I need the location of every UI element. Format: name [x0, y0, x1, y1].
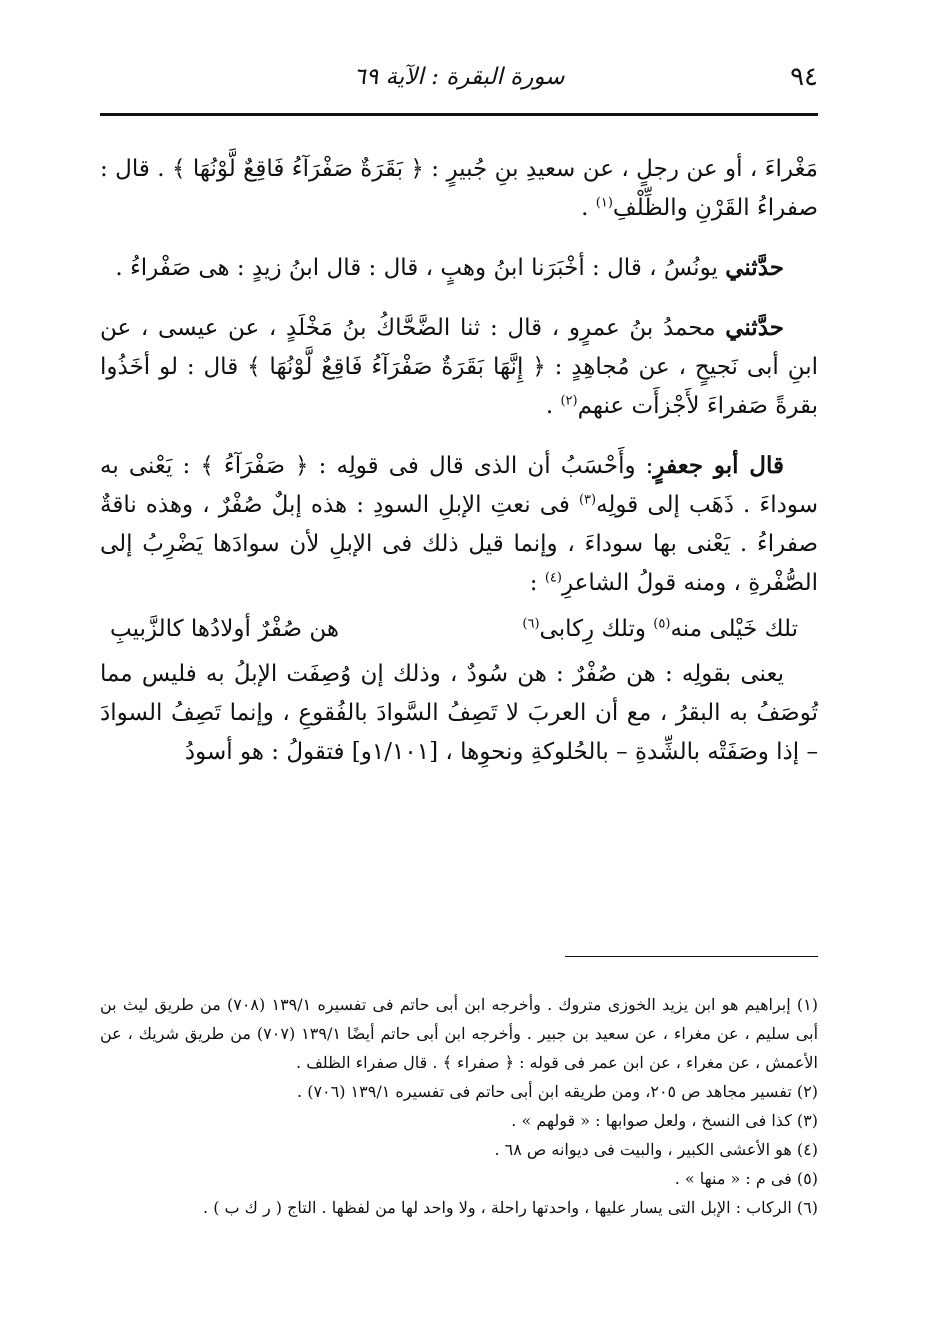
paragraph-3 — [100, 308, 818, 426]
paragraph-2-text: يونُسُ ، قال : أخْبَرَنا ابنُ وهبٍ ، قال : قال ابنُ زيدٍ : هى صَفْراءُ . — [115, 255, 726, 281]
footnote-ref-2: (٢) — [560, 393, 578, 409]
running-title: سورة البقرة : الآية ٦٩ — [353, 64, 565, 90]
footnote-separator — [565, 956, 818, 957]
paragraph-1-text: مَغْراءَ ، أو عن رجلٍ ، عن سعيدِ بنِ جُبيرٍ : ﴿ بَقَرَةٌ صَفْرَآءُ فَاقِعٌ لَّوْنُهَا ﴾ . قال : صفراءُ القَرْنِ والظِّلْفِ — [100, 156, 818, 221]
paragraph-5-text-a: يعنى بقولِه : هن صُفْرٌ : هن سُودٌ ، وذلك إن وُصِفَت الإبلُ به فليس مما تُوصَفُ به البقرُ ، مع أن العربَ لا تَصِفُ السَّوادَ بالفُقوعِ ، وإنما تَصِفُ السوادَ – إذا وصَفَتْه بالشِّدةِ – بالحُلوكةِ ونحوِها ، — [100, 661, 818, 765]
paragraph-1-end: . — [581, 195, 596, 221]
paragraph-gap — [100, 288, 818, 308]
main-text — [100, 150, 818, 772]
paragraph-gap — [100, 228, 818, 248]
poetry-verse — [110, 609, 798, 649]
verse-first-part-a: تلك خَيْلى منه — [670, 616, 798, 642]
paragraph-3-text: محمدُ بنُ عمرٍو ، قال : ثنا الضَّحَّاكُ بنُ مَخْلَدٍ ، عن عيسى ، عن ابنِ أبى نَجيحٍ ، عن مُجاهِدٍ : ﴿ إِنَّهَا بَقَرَةٌ صَفْرَآءُ فَاقِعٌ لَّوْنُهَا ﴾ قال : لو أخَذُوا بقرةً صَفراءَ لأَجْزأَت عنهم — [100, 315, 818, 419]
verse-first-part-b: وتلك رِكابى — [539, 616, 654, 642]
paragraph-2-lead: حدَّثني — [725, 254, 784, 281]
paragraph-5-text-b: فتقولُ : هو أسودُ — [184, 739, 352, 765]
paragraph-5 — [100, 655, 818, 772]
footnote-ref-6: (٦) — [522, 616, 540, 632]
paragraph-4-text-a: : وأَحْسَبُ أن الذى قال فى قولِه : ﴿ صَفْرَآءُ ﴾ : يَعْنى به سوداءَ . ذَهَب إلى قولِه — [100, 453, 818, 518]
paragraph-1 — [100, 150, 818, 228]
footnote-6: (٦) الركاب : الإبل التى يسار عليها ، واحدتها راحلة ، ولا واحد لها من لفظها . التاج ( ر ك ب ) . — [203, 1198, 818, 1217]
folio-marker: [١/١٠١و] — [351, 739, 439, 765]
footnotes — [100, 990, 818, 1222]
verse-second-hemistich: هن صُفْرٌ أولادُها كالزَّبيبِ — [110, 616, 340, 642]
paragraph-4-end: : — [529, 570, 545, 596]
footnote-1: (١) إبراهيم هو ابن يزيد الخوزى متروك . وأخرجه ابن أبى حاتم فى تفسيره ١٣٩/١ (٧٠٨) من طريق ليث بن أبى سليم ، عن مغراء ، عن سعيد بن جبير . وأخرجه ابن أبى حاتم أيضًا ١٣٩/١ (٧٠٧) من طريق شريك ، عن الأعمش ، عن مغراء ، عن ابن عمر فى قوله : ﴿ صفراء ﴾ . قال صفراء الظلف . — [100, 995, 819, 1072]
footnote-4: (٤) هو الأعشى الكبير ، والبيت فى ديوانه ص ٦٨ . — [494, 1140, 818, 1159]
verse-first-hemistich — [522, 609, 798, 649]
paragraph-3-lead: حدَّثني — [725, 314, 784, 341]
footnote-2: (٢) تفسير مجاهد ص ٢٠٥، ومن طريقه ابن أبى حاتم فى تفسيره ١٣٩/١ (٧٠٦) . — [297, 1082, 818, 1101]
footnote-ref-1: (١) — [595, 195, 613, 211]
page-number: ٩٤ — [790, 62, 818, 92]
paragraph-4 — [100, 446, 818, 603]
footnote-ref-4: (٤) — [544, 570, 562, 586]
header-rule — [100, 113, 818, 116]
footnote-ref-5: (٥) — [653, 616, 671, 632]
footnote-ref-3: (٣) — [578, 492, 597, 508]
footnote-5: (٥) فى م : « منها » . — [674, 1169, 818, 1188]
paragraph-4-text-b: فى نعتِ الإبلِ السودِ : هذه إبلٌ صُفْرٌ ، وهذه ناقةٌ صفراءُ . يَعْنى بها سوداءَ ، وإنما قيل ذلك فى الإبلِ لأن سوادَها يَضْرِبُ إلى الصُّفْرةِ ، ومنه قولُ الشاعرِ — [100, 492, 818, 596]
page-header — [100, 62, 818, 102]
paragraph-3-end: . — [545, 393, 561, 419]
paragraph-gap — [100, 426, 818, 446]
paragraph-2 — [100, 248, 818, 288]
paragraph-4-lead: قال أبو جعفرٍ — [653, 452, 784, 479]
footnote-3: (٣) كذا فى النسخ ، ولعل صوابها : « قولهم » . — [511, 1111, 818, 1130]
